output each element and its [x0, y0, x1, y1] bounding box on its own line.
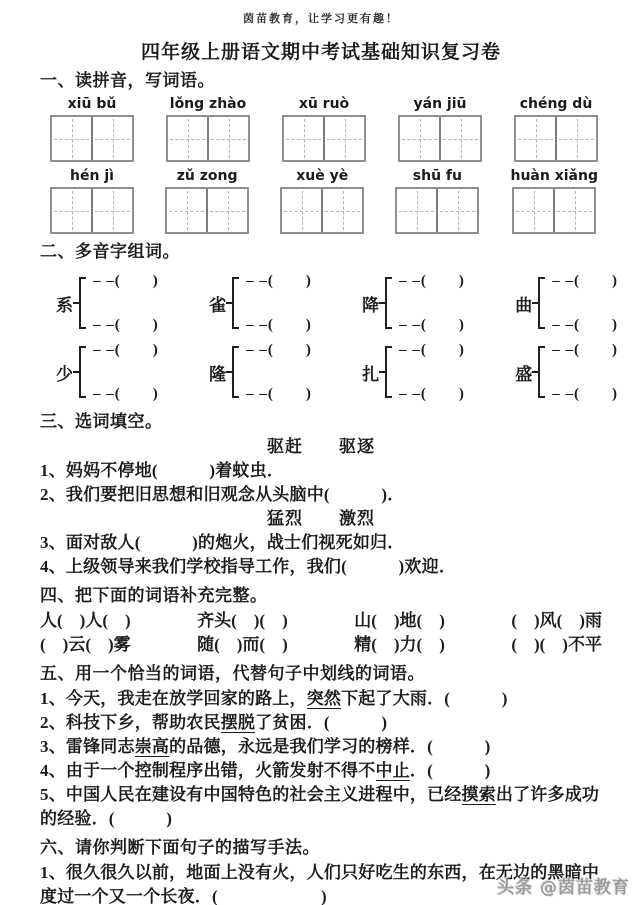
blank-line: – –( )	[246, 386, 312, 402]
pinyin-word-column	[398, 96, 482, 162]
polyphone-item	[362, 341, 465, 403]
text-segment: 1、很久很久以前，地面上没有火，人们只好吃生的东西，在无边的黑暗中度过一个又一个长夜．( )	[40, 863, 600, 905]
phrase-group: 山( )地( )	[354, 611, 445, 630]
question-line	[40, 783, 602, 831]
grid-cell	[323, 117, 364, 160]
question-line	[40, 759, 602, 783]
grid-cell	[555, 117, 596, 160]
text-segment: 2、科技下乡，帮助农民	[40, 713, 221, 732]
pinyin-text: lǒng zhào	[169, 96, 247, 112]
phrase-group: ( )( )不平	[511, 635, 602, 654]
grid-cell	[207, 117, 248, 160]
question-line: 2、我们要把旧思想和旧观念从头脑中( )．	[40, 485, 405, 504]
header-slogan: 茵苗教育，让学习更有趣！	[243, 13, 399, 25]
pinyin-word-column	[395, 168, 479, 234]
text-segment-underlined: 摸索	[461, 785, 496, 804]
question-line: 4、上级领导来我们学校指导工作，我们( )欢迎．	[40, 557, 457, 576]
polyphone-char: 扎	[362, 364, 380, 384]
text-segment: 4、由于一个控制程序出错，火箭发射不得不	[40, 761, 376, 780]
blank-line: – –( )	[399, 386, 465, 402]
text-segment-underlined: 摆脱	[220, 713, 256, 732]
grid-cell	[282, 189, 321, 232]
polyphone-rows	[56, 272, 618, 403]
grid-cell	[553, 189, 594, 232]
text-segment-underlined: 突然	[306, 689, 342, 708]
fill-words-body	[40, 435, 602, 579]
section-heading-describe: 六、请你判断下面句子的描写手法。	[40, 838, 320, 857]
blank-lines	[239, 341, 312, 403]
phrase-group: 齐头( )( )	[197, 611, 288, 630]
polyphone-item	[209, 272, 312, 334]
replace-body	[40, 687, 602, 831]
blank-line: – –( )	[93, 342, 159, 358]
pinyin-word-column	[50, 96, 134, 162]
blank-line: – –( )	[399, 273, 465, 289]
blank-line: – –( )	[399, 342, 465, 358]
blank-line: – –( )	[93, 317, 159, 333]
pinyin-word-column	[280, 168, 364, 234]
writing-grid	[165, 187, 249, 234]
polyphone-item	[362, 272, 465, 334]
blank-lines	[239, 272, 312, 334]
text-segment: 下起了大雨．( )	[341, 689, 508, 708]
writing-grid	[50, 115, 134, 162]
polyphone-char: 系	[56, 295, 73, 315]
pinyin-word-column	[282, 96, 366, 162]
grid-cell	[206, 189, 247, 232]
pinyin-row	[50, 96, 598, 162]
pinyin-text: yán jiū	[413, 96, 467, 112]
phrase-row	[40, 609, 602, 633]
polyphone-item	[209, 341, 312, 403]
writing-grid	[282, 115, 366, 162]
question-line	[40, 735, 602, 759]
writing-grid	[398, 115, 482, 162]
text-segment: ．( )	[409, 761, 491, 780]
grid-cell	[284, 117, 323, 160]
section-heading-polyphone: 二、多音字组词。	[40, 242, 180, 261]
grid-cell	[91, 189, 132, 232]
text-segment: 出了许多成功的经验．( )	[40, 785, 600, 828]
blank-line: – –( )	[246, 317, 312, 333]
phrase-group: ( )云( )雾	[40, 635, 131, 654]
polyphone-item	[56, 272, 159, 334]
pinyin-text: xū ruò	[298, 96, 350, 112]
bracket-shape	[79, 277, 86, 329]
polyphone-char: 隆	[209, 364, 227, 384]
writing-grid	[50, 187, 134, 234]
polyphone-char: 曲	[515, 295, 533, 315]
text-segment-underlined: 中止	[375, 761, 410, 780]
polyphone-row	[56, 341, 618, 403]
pinyin-word-column	[514, 96, 598, 162]
pinyin-word-column	[50, 168, 134, 234]
polyphone-item	[515, 272, 618, 334]
grid-cell	[52, 117, 91, 160]
phrase-group: 随( )而( )	[197, 635, 288, 654]
blank-line: – –( )	[552, 342, 618, 358]
blank-line: – –( )	[552, 317, 618, 333]
pinyin-row	[50, 168, 598, 234]
grid-cell	[516, 117, 555, 160]
blank-line: – –( )	[93, 386, 159, 402]
question-line: 1、妈妈不停地( )着蚊虫．	[40, 461, 285, 480]
bracket-shape	[79, 346, 86, 398]
bracket-shape	[385, 346, 392, 398]
grid-cell	[168, 117, 207, 160]
blank-lines	[545, 341, 618, 403]
question-line	[40, 711, 602, 735]
grid-cell	[91, 117, 132, 160]
word-options: 驱赶 驱逐	[267, 437, 375, 456]
pinyin-text: xiū bǔ	[67, 96, 117, 112]
pinyin-rows	[50, 96, 598, 234]
polyphone-char: 降	[362, 295, 380, 315]
section-heading-complete: 四、把下面的词语补充完整。	[40, 586, 268, 605]
grid-cell	[436, 189, 477, 232]
polyphone-item	[515, 341, 618, 403]
pinyin-word-column	[511, 168, 599, 234]
pinyin-text: huàn xiǎng	[510, 168, 598, 184]
pinyin-text: shū fu	[412, 168, 462, 184]
blank-line: – –( )	[246, 273, 312, 289]
section-heading-replace: 五、用一个恰当的词语，代替句子中划线的词语。	[40, 664, 425, 683]
page-title: 四年级上册语文期中考试基础知识复习卷	[140, 42, 501, 63]
section-heading-fill-words: 三、选词填空。	[40, 412, 163, 431]
grid-cell	[52, 189, 91, 232]
pinyin-text: xuè yè	[296, 168, 349, 184]
complete-body	[40, 609, 602, 657]
text-segment: 5、中国人民在建设有中国特色的社会主义进程中，已经	[40, 785, 462, 804]
polyphone-char: 盛	[515, 364, 533, 384]
writing-grid	[280, 187, 364, 234]
grid-cell	[397, 189, 436, 232]
phrase-row	[40, 633, 602, 657]
grid-cell	[400, 117, 439, 160]
grid-cell	[514, 189, 553, 232]
pinyin-text: chéng dù	[519, 96, 593, 112]
polyphone-row	[56, 272, 618, 334]
blank-lines	[86, 341, 159, 403]
pinyin-word-column	[165, 168, 249, 234]
pinyin-text: hén jì	[70, 168, 114, 184]
grid-cell	[439, 117, 480, 160]
text-segment: 1、今天，我走在放学回家的路上，	[40, 689, 307, 708]
grid-cell	[167, 189, 206, 232]
word-options: 猛烈 激烈	[267, 509, 375, 528]
section-heading-pinyin: 一、读拼音，写词语。	[40, 71, 215, 90]
text-segment-underlined: 崇高	[134, 737, 170, 756]
pinyin-text: zǔ zong	[176, 168, 238, 184]
text-segment: 3、雷锋同志	[40, 737, 135, 756]
toutiao-watermark: 头条 @茵苗教育	[497, 878, 630, 898]
phrase-group: ( )风( )雨	[511, 611, 602, 630]
blank-line: – –( )	[93, 273, 159, 289]
polyphone-item	[56, 341, 159, 403]
polyphone-char: 少	[56, 364, 73, 384]
writing-grid	[166, 115, 250, 162]
phrase-group: 精( )力( )	[354, 635, 445, 654]
blank-line: – –( )	[552, 386, 618, 402]
phrase-group: 人( )人( )	[40, 611, 131, 630]
bracket-shape	[232, 277, 239, 329]
grid-cell	[321, 189, 362, 232]
question-line: 3、面对敌人( )的炮火，战士们视死如归．	[40, 533, 405, 552]
writing-grid	[512, 187, 596, 234]
polyphone-char: 雀	[209, 295, 227, 315]
writing-grid	[395, 187, 479, 234]
blank-lines	[545, 272, 618, 334]
blank-line: – –( )	[552, 273, 618, 289]
text-segment: 的品德，永远是我们学习的榜样．( )	[169, 737, 491, 756]
writing-grid	[514, 115, 598, 162]
pinyin-word-column	[166, 96, 250, 162]
question-line	[40, 687, 602, 711]
bracket-shape	[232, 346, 239, 398]
blank-line: – –( )	[246, 342, 312, 358]
blank-lines	[86, 272, 159, 334]
bracket-shape	[538, 346, 545, 398]
blank-lines	[392, 272, 465, 334]
blank-lines	[392, 341, 465, 403]
blank-line: – –( )	[399, 317, 465, 333]
text-segment: 了贫困．( )	[255, 713, 388, 732]
bracket-shape	[385, 277, 392, 329]
bracket-shape	[538, 277, 545, 329]
